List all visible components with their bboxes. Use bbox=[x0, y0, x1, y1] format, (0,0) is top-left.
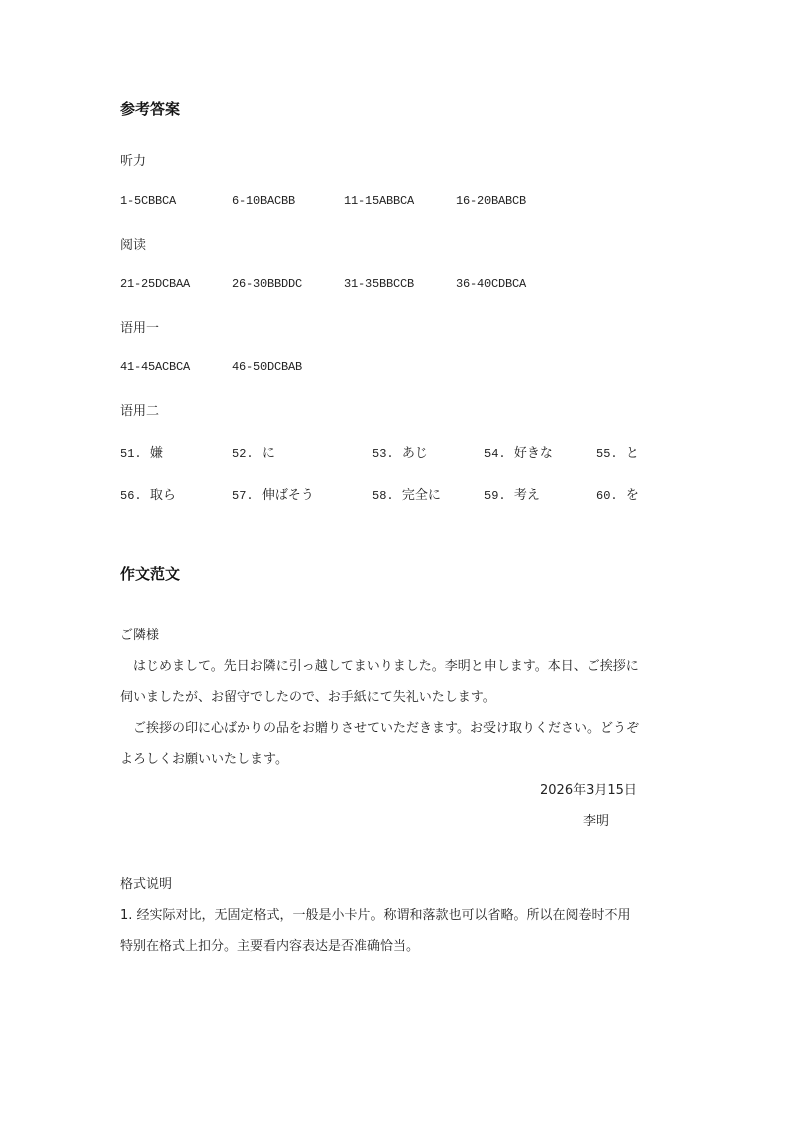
format-note-title: 格式说明 bbox=[120, 877, 173, 892]
answer-group: 6-10BACBB bbox=[232, 194, 296, 208]
answer-group: 26-30BBDDC bbox=[232, 277, 303, 291]
language2-label: 语用二 bbox=[120, 404, 160, 419]
answer-group: 36-40CDBCA bbox=[456, 277, 527, 291]
answer-text: 考え bbox=[513, 488, 540, 503]
listening-label: 听力 bbox=[120, 154, 147, 169]
fill-answer bbox=[232, 442, 275, 461]
question-number: 54. bbox=[484, 447, 506, 461]
fill-answer bbox=[484, 484, 540, 503]
answer-group: 11-15ABBCA bbox=[344, 194, 415, 208]
fill-answer bbox=[120, 442, 163, 461]
answer-group: 31-35BBCCB bbox=[344, 277, 415, 291]
answers-title: 参考答案 bbox=[120, 100, 181, 118]
letter-paragraph-line: はじめまして。先日お隣に引っ越してまいりました。李明と申します。本日、ご挨拶に bbox=[133, 659, 639, 674]
letter-paragraph-line: ご挨拶の印に心ばかりの品をお贈りさせていただきます。お受け取りください。どうぞ bbox=[133, 721, 639, 736]
letter-salutation: ご隣様 bbox=[120, 628, 160, 643]
format-note-line: 1. 经实际对比，无固定格式，一般是小卡片。称谓和落款也可以省略。所以在阅卷时不用 bbox=[120, 908, 631, 923]
answer-text: 完全に bbox=[401, 488, 441, 503]
question-number: 60. bbox=[596, 489, 618, 503]
answer-text: に bbox=[261, 446, 275, 461]
fill-answer bbox=[596, 484, 639, 503]
answer-text: と bbox=[625, 446, 639, 461]
essay-title: 作文范文 bbox=[120, 565, 181, 583]
question-number: 53. bbox=[372, 447, 394, 461]
question-number: 51. bbox=[120, 447, 142, 461]
letter-paragraph-line: 伺いましたが、お留守でしたので、お手紙にて失礼いたします。 bbox=[120, 690, 496, 705]
answer-group: 1-5CBBCA bbox=[120, 194, 177, 208]
question-number: 55. bbox=[596, 447, 618, 461]
letter-paragraph-line: よろしくお願いいたします。 bbox=[120, 752, 288, 767]
fill-answer bbox=[232, 484, 314, 503]
question-number: 56. bbox=[120, 489, 142, 503]
answer-text: 好きな bbox=[513, 446, 553, 461]
answer-group: 16-20BABCB bbox=[456, 194, 527, 208]
format-note-line: 特别在格式上扣分。主要看内容表达是否准确恰当。 bbox=[120, 939, 420, 954]
question-number: 58. bbox=[372, 489, 394, 503]
answer-group: 46-50DCBAB bbox=[232, 360, 303, 374]
fill-answer bbox=[596, 442, 639, 461]
fill-answer bbox=[484, 442, 553, 461]
letter-date: 2026年3月15日 bbox=[540, 783, 637, 798]
letter-signature: 李明 bbox=[583, 814, 610, 829]
reading-label: 阅读 bbox=[120, 238, 147, 253]
answer-text: 取ら bbox=[149, 488, 176, 503]
question-number: 57. bbox=[232, 489, 254, 503]
answer-text: を bbox=[625, 488, 639, 503]
fill-answer bbox=[372, 484, 441, 503]
fill-answer bbox=[120, 484, 176, 503]
language1-label: 语用一 bbox=[120, 321, 160, 336]
answer-text: 嫌 bbox=[149, 446, 163, 461]
answer-text: あじ bbox=[401, 446, 428, 461]
answer-group: 21-25DCBAA bbox=[120, 277, 191, 291]
question-number: 52. bbox=[232, 447, 254, 461]
fill-answer bbox=[372, 442, 428, 461]
answer-group: 41-45ACBCA bbox=[120, 360, 191, 374]
question-number: 59. bbox=[484, 489, 506, 503]
answer-text: 伸ばそう bbox=[261, 488, 314, 503]
